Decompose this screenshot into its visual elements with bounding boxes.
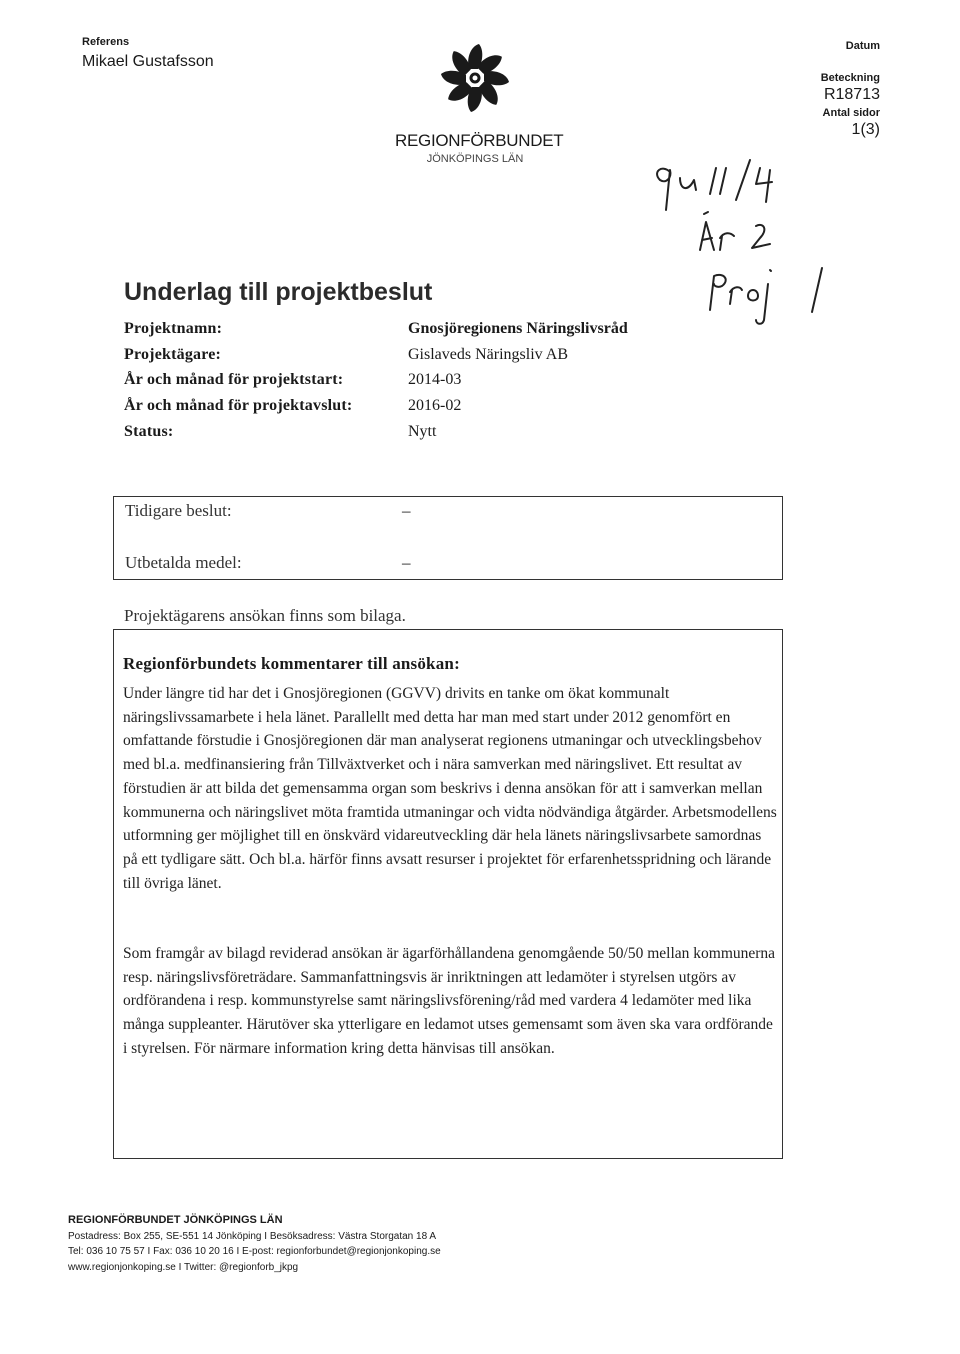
date-label: Datum [845,40,880,52]
footer-address-line: Postadress: Box 255, SE-551 14 Jönköping I Besöksadress: Västra Storgatan 18 A [68,1230,437,1242]
attachment-note: Projektägarens ansökan finns som bilaga. [124,606,406,625]
website-link[interactable]: www.regionjonkoping.se [68,1261,176,1273]
info-value: Gislaveds Näringsliv AB [408,346,568,363]
paid-funds-value: – [402,553,411,572]
reference-label: Referens [82,36,130,48]
org-name: REGIONFÖRBUNDET [395,131,564,150]
info-label: År och månad för projektavslut: [124,397,353,414]
fax-value: 036 10 20 16 [175,1246,234,1258]
info-label: Projektnamn: [124,320,223,337]
prior-decision-box [113,496,783,580]
comments-box [113,629,783,1159]
info-value: 2014-03 [408,371,462,388]
footer-contact-line: Tel: 036 10 75 57 I Fax: 036 10 20 16 I E-post: regionforbundet@regionjonkoping.se [68,1246,441,1258]
prior-decision-value: – [402,501,411,520]
footer-web-line: www.regionjonkoping.se I Twitter: @regionforb_jkpg [68,1261,299,1273]
prior-decision-label: Tidigare beslut: [125,501,232,520]
designation-value: R18713 [823,86,880,103]
postal-label: Postadress: [68,1230,121,1242]
org-subtitle: JÖNKÖPINGS LÄN [426,153,524,165]
footer-org: REGIONFÖRBUNDET JÖNKÖPINGS LÄN [68,1214,283,1226]
visit-value: Västra Storgatan 18 A [338,1230,437,1242]
fax-label: Fax: [153,1246,173,1258]
email-label: E-post: [242,1246,274,1258]
visit-label: Besöksadress: [269,1230,336,1242]
info-value: Gnosjöregionens Näringslivsråd [408,320,628,337]
pages-value: 1(3) [851,121,880,138]
tel-label: Tel: [68,1246,84,1258]
info-value: Nytt [408,423,437,440]
twitter-label: Twitter: [184,1261,217,1273]
comments-paragraph: Som framgår av bilagd reviderad ansökan är ägarförhållandena genomgående 50/50 mellan kommunerna resp. näringslivsföreträdare. Sammanfattningsvis är inriktningen att ledamöter i styrelsen utgörs av ordförandena i resp. kommunstyrelse samt näringslivsförening/råd med vardera 4 ledamöter med lika många suppleanter. Härutöver ska ytterligare en ledamot utses gemensamt som även ska vara ordförande i styrelsen. För närmare information kring detta hänvisas till ansökan. [123,945,776,1057]
handwritten-annotation [640,150,880,330]
info-label: År och månad för projektstart: [124,371,344,388]
twitter-handle[interactable]: @regionforb_jkpg [219,1261,299,1273]
comments-title: Regionförbundets kommentarer till ansökan: [123,654,460,673]
email-link[interactable]: regionforbundet@regionjonkoping.se [276,1246,441,1258]
pages-label: Antal sidor [822,107,880,119]
designation-label: Beteckning [820,72,880,84]
footer [68,1213,441,1275]
reference-name: Mikael Gustafsson [82,53,214,70]
document-title: Underlag till projektbeslut [124,278,433,306]
flower-logo-icon [440,42,510,114]
tel-value: 036 10 75 57 [86,1246,145,1258]
info-value: 2016-02 [408,397,462,414]
info-label: Projektägare: [124,346,222,363]
info-label: Status: [124,423,174,440]
postal-value: Box 255, SE-551 14 Jönköping [123,1230,262,1242]
paid-funds-label: Utbetalda medel: [125,553,242,572]
comments-paragraph: Under längre tid har det i Gnosjöregionen (GGVV) drivits en tanke om ökat kommunalt näringslivssamarbete i hela länet. Parallellt med detta har man med start under 2012 genomfört en omfattande förstudie i Gnosjöregionen där man analyserat regionens utmaningar och utvecklingsbehov med bl.a. medfinansiering från Tillväxtverket och i nära samverkan med näringslivet. Ett resultat av förstudien är att bilda det gemensamma organ som beskrivs i denna ansökan för att i samverkan mellan kommunerna och näringslivet möta framtida utmaningar och vidta nödvändiga åtgärder. Arbetsmodellens utformning ger möjlighet till en önskvärd vidareutveckling där hela länets näringslivsarbete samordnas på ett tydligare sätt. Och bl.a. härför finns avsatt resurser i projektet för erfarenhetsspridning och lärande till övriga länet. [123,685,777,892]
